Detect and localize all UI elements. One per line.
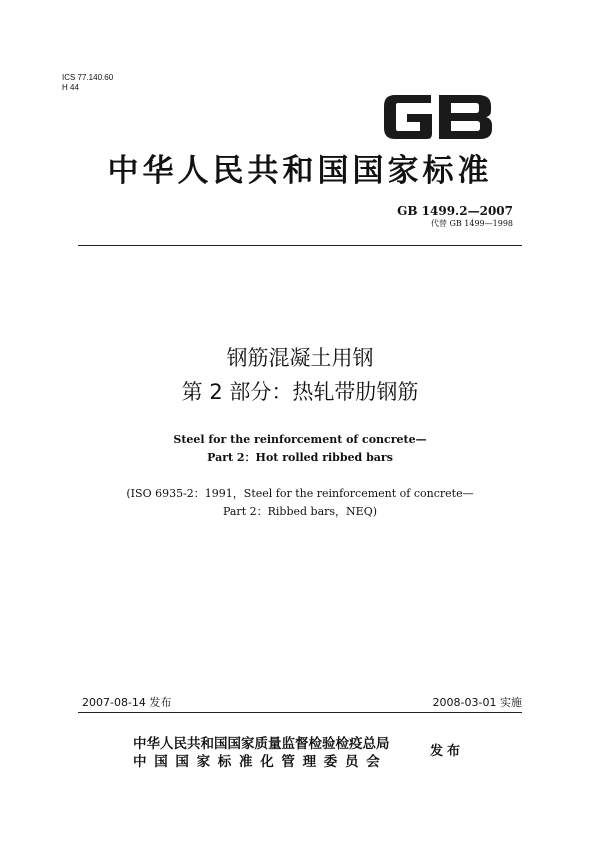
publisher-block <box>133 735 390 771</box>
ics-code: ICS 77.140.60 <box>62 73 114 82</box>
bottom-divider <box>78 712 522 713</box>
iso-reference-line-1: (ISO 6935-2：1991，Steel for the reinforcement of concrete— <box>126 487 474 500</box>
gb-logo <box>381 91 496 143</box>
english-title-line-2: Part 2：Hot rolled ribbed bars <box>207 451 393 464</box>
publisher-org-1: 中华人民共和国国家质量监督检验检疫总局 <box>133 736 390 752</box>
implementation-date: 2008-03-01 实施 <box>432 696 522 709</box>
standard-type-title: 中华人民共和国国家标准 <box>107 153 493 189</box>
iso-reference-line-2: Part 2：Ribbed bars，NEQ) <box>222 505 378 518</box>
standard-code-block <box>397 204 513 230</box>
chinese-title-line-2: 第 2 部分：热轧带肋钢筋 <box>181 380 419 404</box>
publisher-org-2: 中国国家标准化管理委员会 <box>133 754 388 770</box>
replaces-note: 代替 GB 1499—1998 <box>430 219 513 228</box>
standard-number: GB 1499.2—2007 <box>397 204 513 218</box>
ccs-code: H 44 <box>62 83 79 92</box>
top-divider <box>78 245 522 246</box>
english-title-line-1: Steel for the reinforcement of concrete— <box>173 433 427 446</box>
chinese-title-line-1: 钢筋混凝土用钢 <box>226 346 374 370</box>
issue-date: 2007-08-14 发布 <box>82 696 172 709</box>
publish-label: 发布 <box>430 744 465 759</box>
